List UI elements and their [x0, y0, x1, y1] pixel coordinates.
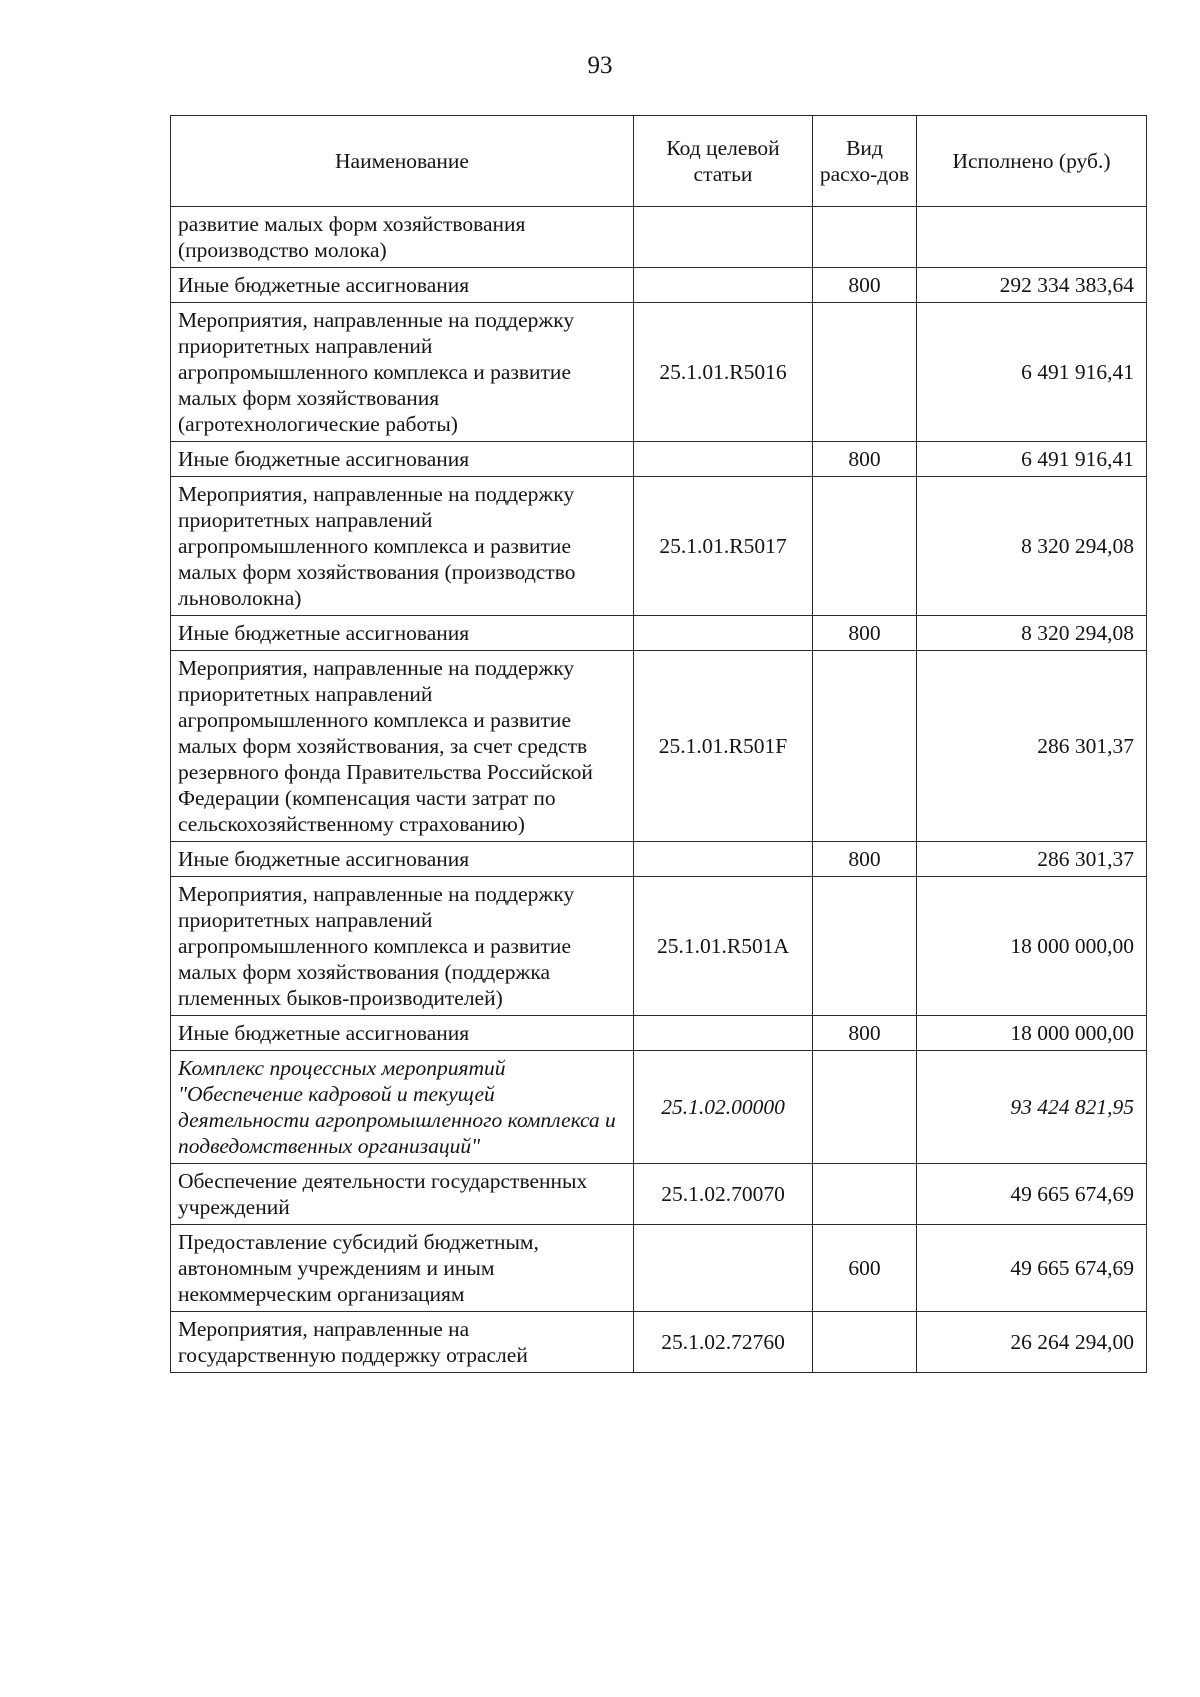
row-name: Комплекс процессных мероприятий "Обеспечение кадровой и текущей деятельности агропромышленного комплекса и подведомственных организаций": [171, 1051, 634, 1164]
row-type: 800: [813, 442, 917, 477]
row-type: 800: [813, 1016, 917, 1051]
row-amount: 8 320 294,08: [917, 616, 1147, 651]
table-row: [171, 303, 1147, 442]
row-type: 600: [813, 1225, 917, 1312]
row-name: Иные бюджетные ассигнования: [171, 442, 634, 477]
row-name: развитие малых форм хозяйствования (производство молока): [171, 207, 634, 268]
row-name: Иные бюджетные ассигнования: [171, 1016, 634, 1051]
row-type: [813, 1051, 917, 1164]
header-type: Вид расхо-дов: [813, 116, 917, 207]
row-name: Мероприятия, направленные на государственную поддержку отраслей: [171, 1312, 634, 1373]
row-code: 25.1.02.72760: [634, 1312, 813, 1373]
budget-table: [170, 115, 1147, 1373]
row-name: Иные бюджетные ассигнования: [171, 616, 634, 651]
row-name: Мероприятия, направленные на поддержку приоритетных направлений агропромышленного комплекса и развитие малых форм хозяйствования (поддержка племенных быков-производителей): [171, 877, 634, 1016]
row-type: [813, 651, 917, 842]
table-row: [171, 1312, 1147, 1373]
table-row: [171, 268, 1147, 303]
row-name: Мероприятия, направленные на поддержку приоритетных направлений агропромышленного комплекса и развитие малых форм хозяйствования (производство льноволокна): [171, 477, 634, 616]
row-code: 25.1.01.R5017: [634, 477, 813, 616]
row-amount: 18 000 000,00: [917, 1016, 1147, 1051]
row-type: 800: [813, 842, 917, 877]
table-row: [171, 477, 1147, 616]
row-type: [813, 477, 917, 616]
page-number: 93: [587, 52, 613, 79]
row-amount: [917, 207, 1147, 268]
row-type: [813, 1164, 917, 1225]
row-code: 25.1.02.00000: [634, 1051, 813, 1164]
row-code: 25.1.01.R501A: [634, 877, 813, 1016]
row-amount: 8 320 294,08: [917, 477, 1147, 616]
table-row: [171, 442, 1147, 477]
table-row: [171, 1225, 1147, 1312]
row-amount: 49 665 674,69: [917, 1164, 1147, 1225]
row-code: 25.1.01.R5016: [634, 303, 813, 442]
row-amount: 292 334 383,64: [917, 268, 1147, 303]
header-amount: Исполнено (руб.): [917, 116, 1147, 207]
row-amount: 6 491 916,41: [917, 442, 1147, 477]
row-amount: 18 000 000,00: [917, 877, 1147, 1016]
row-code: [634, 442, 813, 477]
row-type: 800: [813, 268, 917, 303]
header-name: Наименование: [171, 116, 634, 207]
row-code: [634, 268, 813, 303]
row-code: [634, 616, 813, 651]
row-name: Обеспечение деятельности государственных учреждений: [171, 1164, 634, 1225]
row-amount: 286 301,37: [917, 651, 1147, 842]
row-code: [634, 1016, 813, 1051]
row-name: Мероприятия, направленные на поддержку приоритетных направлений агропромышленного комплекса и развитие малых форм хозяйствования, за счет средств резервного фонда Правительства Российской Федерации (компенсация части затрат по сельскохозяйственному страхованию): [171, 651, 634, 842]
row-code: [634, 207, 813, 268]
row-amount: 286 301,37: [917, 842, 1147, 877]
table-row: [171, 1016, 1147, 1051]
row-type: [813, 207, 917, 268]
table-row: [171, 1164, 1147, 1225]
row-code: 25.1.02.70070: [634, 1164, 813, 1225]
header-code: Код целевой статьи: [634, 116, 813, 207]
row-name: Иные бюджетные ассигнования: [171, 268, 634, 303]
table-header-row: [171, 116, 1147, 207]
row-amount: 49 665 674,69: [917, 1225, 1147, 1312]
row-code: [634, 1225, 813, 1312]
row-code: 25.1.01.R501F: [634, 651, 813, 842]
row-name: Мероприятия, направленные на поддержку приоритетных направлений агропромышленного комплекса и развитие малых форм хозяйствования (агротехнологические работы): [171, 303, 634, 442]
table-row: [171, 651, 1147, 842]
row-amount: 26 264 294,00: [917, 1312, 1147, 1373]
row-type: 800: [813, 616, 917, 651]
row-amount: 6 491 916,41: [917, 303, 1147, 442]
row-type: [813, 877, 917, 1016]
table-row: [171, 1051, 1147, 1164]
table-row: [171, 207, 1147, 268]
row-name: Иные бюджетные ассигнования: [171, 842, 634, 877]
row-name: Предоставление субсидий бюджетным, автономным учреждениям и иным некоммерческим организациям: [171, 1225, 634, 1312]
row-type: [813, 303, 917, 442]
row-code: [634, 842, 813, 877]
table-row: [171, 877, 1147, 1016]
table-row: [171, 616, 1147, 651]
table-row: [171, 842, 1147, 877]
row-type: [813, 1312, 917, 1373]
row-amount: 93 424 821,95: [917, 1051, 1147, 1164]
